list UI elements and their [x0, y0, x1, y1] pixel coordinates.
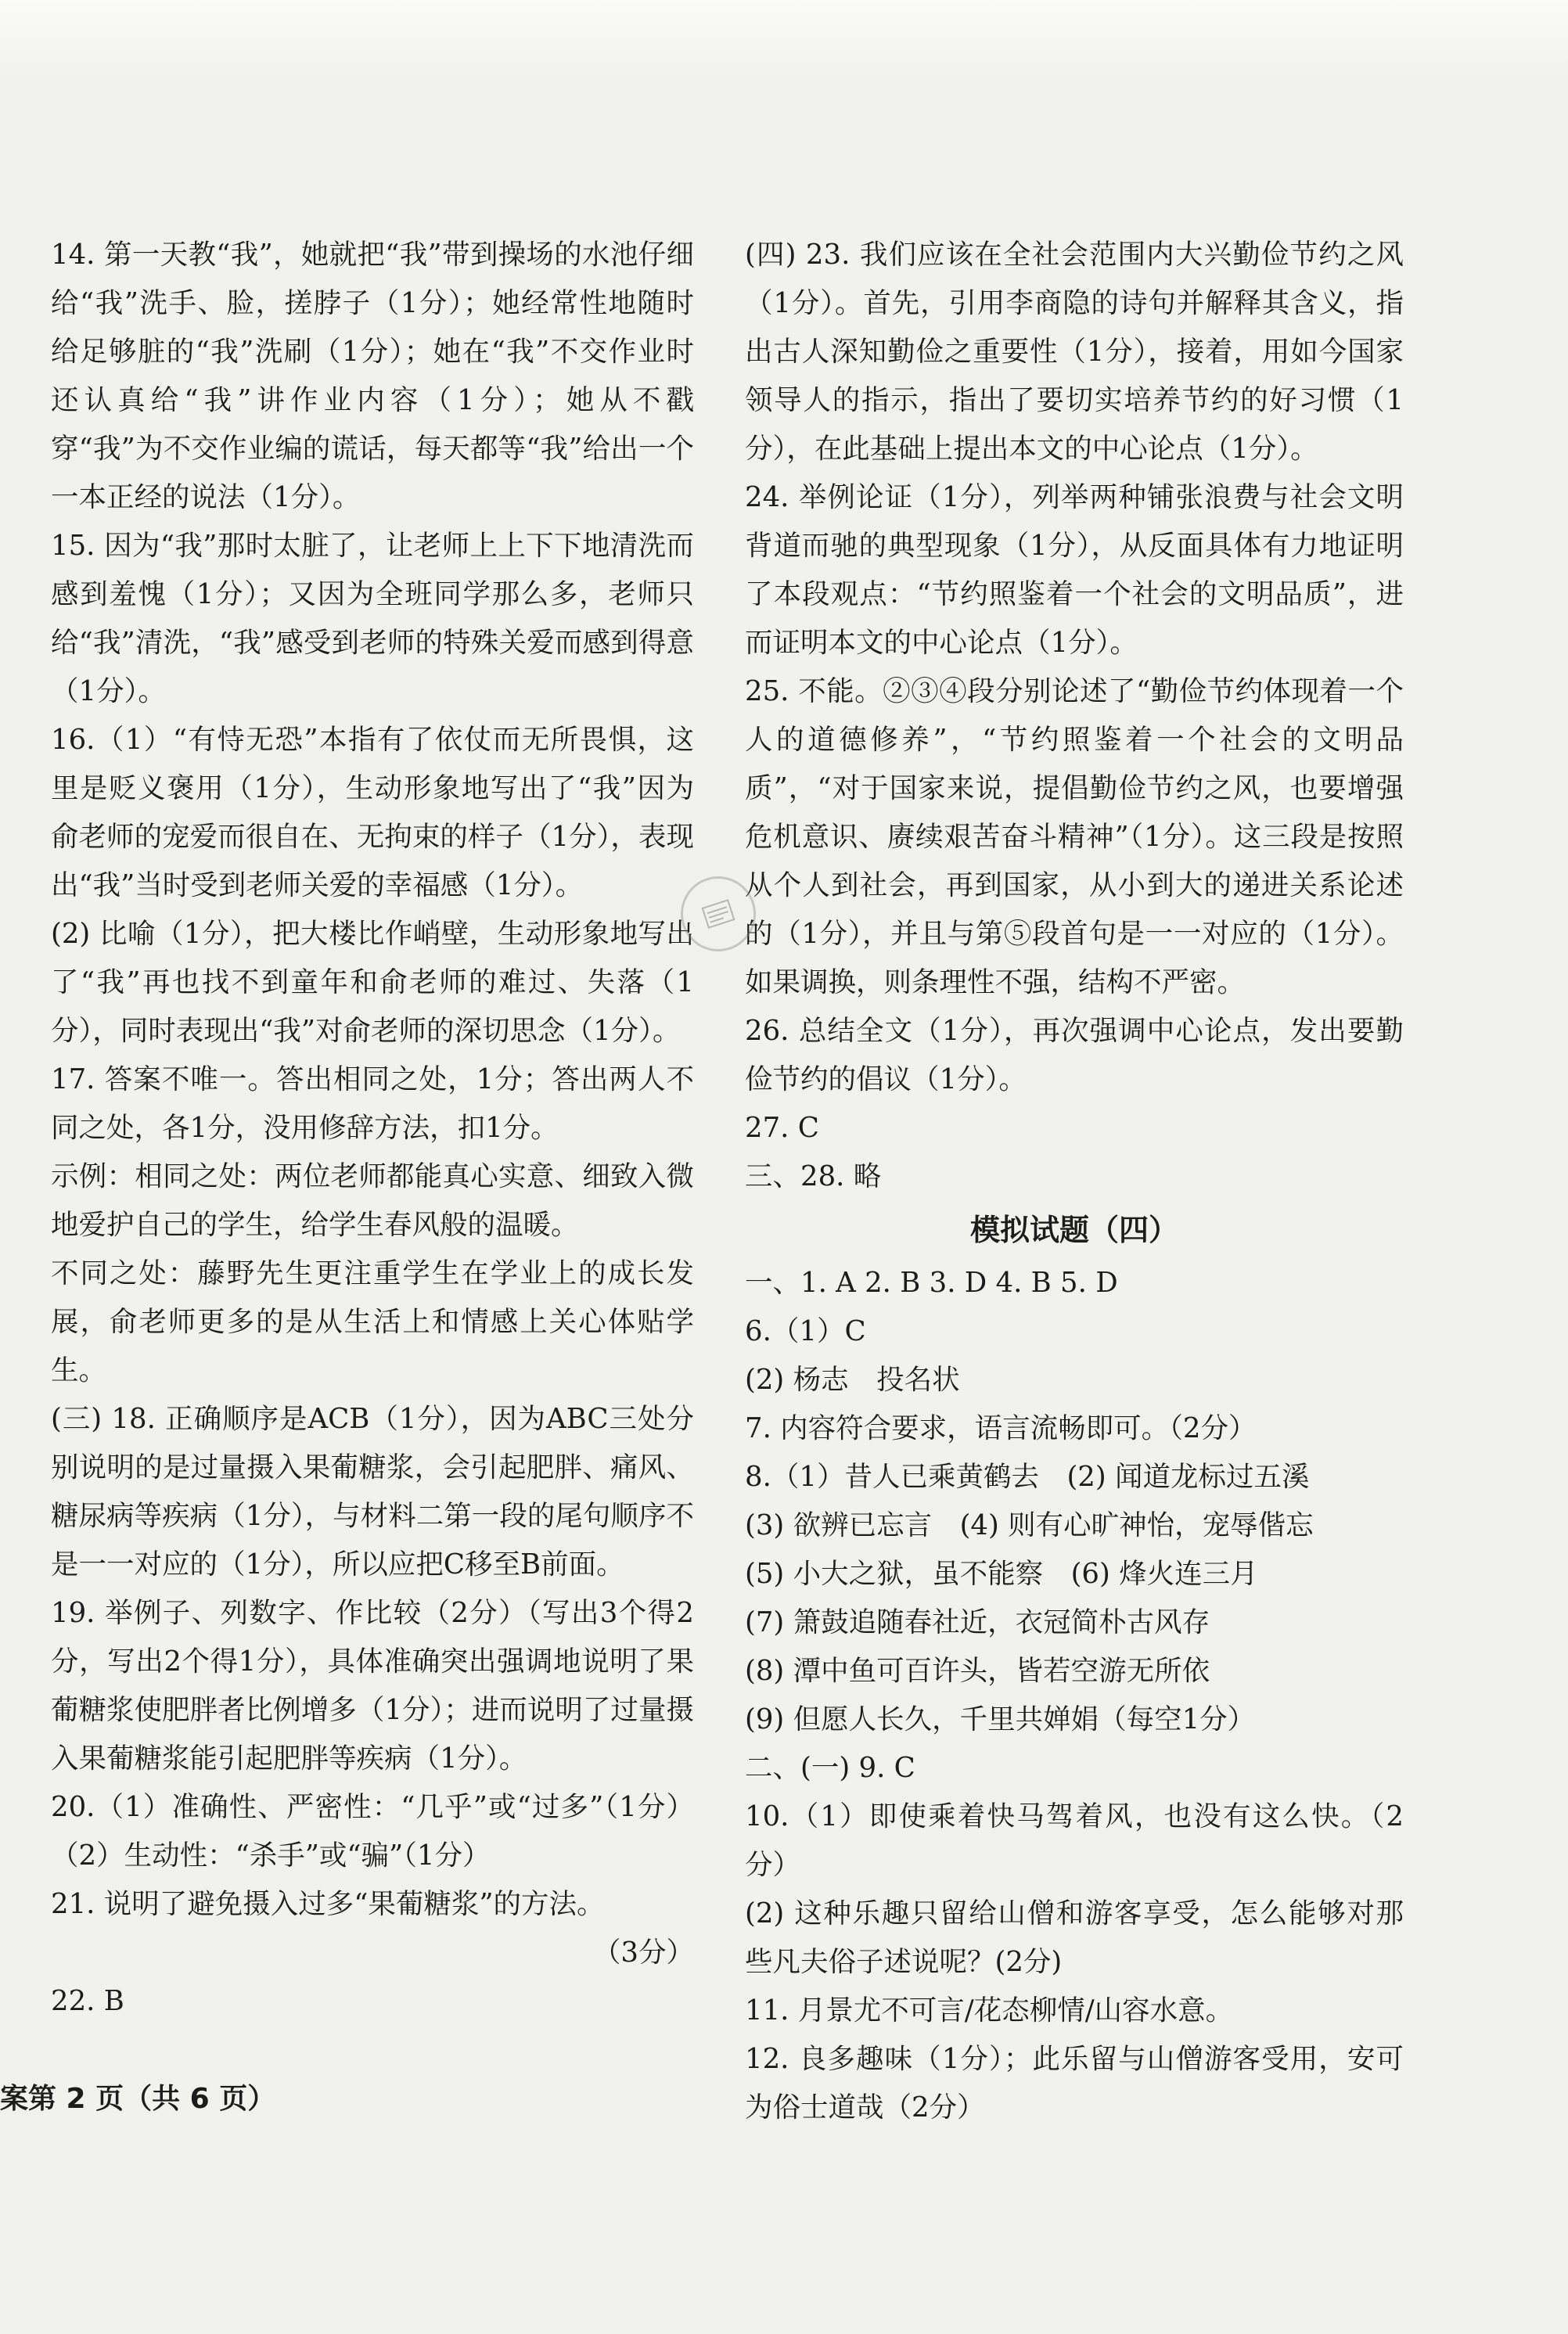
answer-27: 27. C — [745, 1112, 819, 1144]
mock4-q6-2: (2) 杨志 投名状 — [745, 1364, 960, 1396]
page-top-edge — [0, 0, 1568, 78]
mock4-q10-2: (2) 这种乐趣只留给山僧和游客享受，怎么能够对那些凡夫俗子述说呢？(2分) — [745, 1897, 1404, 1978]
mock4-q8-1: 8.（1）昔人已乘黄鹤去 (2) 闻道龙标过五溪 — [745, 1461, 1310, 1493]
mock4-q8-7: (7) 箫鼓追随春社近，衣冠简朴古风存 — [745, 1606, 1210, 1638]
mock4-q1-5: 一、1. A 2. B 3. D 4. B 5. D — [745, 1267, 1118, 1299]
answer-22: 22. B — [51, 1985, 124, 2017]
answer-14: 14. 第一天教“我”，她就把“我”带到操场的水池仔细给“我”洗手、脸，搓脖子（1分）；她经常性地随时给足够脏的“我”洗刷（1分）；她在“我”不交作业时还认真给“我”讲作业内容（1分）；她从不戳穿“我”为不交作业编的谎话，每天都等“我”给出一个一本正经的说法（1分）。 — [51, 239, 694, 513]
answer-16-1: 16.（1）“有恃无恐”本指有了依仗而无所畏惧，这里是贬义褒用（1分），生动形象地写出了“我”因为俞老师的宠爱而很自在、无拘束的样子（1分），表现出“我”当时受到老师关爱的幸福感（1分）。 — [51, 724, 694, 901]
left-column — [51, 231, 694, 2026]
answer-17: 17. 答案不唯一。答出相同之处，1分；答出两人不同之处，各1分，没用修辞方法，扣1分。 — [51, 1063, 694, 1144]
mock4-q6-1: 6.（1）C — [745, 1315, 866, 1347]
mock4-q12: 12. 良多趣味（1分）；此乐留与山僧游客受用，安可为俗士道哉（2分） — [745, 2043, 1404, 2124]
answer-26: 26. 总结全文（1分），再次强调中心论点，发出要勤俭节约的倡议（1分）。 — [745, 1015, 1404, 1095]
page-footer: 案第 2 页（共 6 页） — [0, 2083, 276, 2115]
right-column — [745, 231, 1404, 2132]
mock4-q8-5: (5) 小大之狱，虽不能察 (6) 烽火连三月 — [745, 1558, 1258, 1590]
answer-21-score: （3分） — [592, 1937, 694, 1969]
answer-23: (四) 23. 我们应该在全社会范围内大兴勤俭节约之风（1分）。首先，引用李商隐的诗句并解释其含义，指出古人深知勤俭之重要性（1分），接着，用如今国家领导人的指示，指出了要切实培养节约的好习惯（1分），在此基础上提出本文的中心论点（1分）。 — [745, 239, 1404, 465]
mock4-q10-1: 10.（1）即使乘着快马驾着风，也没有这么快。（2分） — [745, 1800, 1404, 1881]
answer-17-example: 示例：相同之处：两位老师都能真心实意、细致入微地爱护自己的学生，给学生春风般的温暖。 — [51, 1160, 694, 1241]
answer-19: 19. 举例子、列数字、作比较（2分）（写出3个得2分，写出2个得1分），具体准确突出强调地说明了果葡糖浆使肥胖者比例增多（1分）；进而说明了过量摄入果葡糖浆能引起肥胖等疾病（1分）。 — [51, 1597, 694, 1775]
answer-25: 25. 不能。②③④段分别论述了“勤俭节约体现着一个人的道德修养”，“节约照鉴着一个社会的文明品质”，“对于国家来说，提倡勤俭节约之风，也要增强危机意识、赓续艰苦奋斗精神”（1分）。这三段是按照从个人到社会，再到国家，从小到大的递进关系论述的（1分），并且与第⑤段首句是一一对应的（1分）。如果调换，则条理性不强，结构不严密。 — [745, 675, 1404, 998]
answer-15: 15. 因为“我”那时太脏了，让老师上上下下地清洗而感到羞愧（1分）；又因为全班同学那么多，老师只给“我”清洗，“我”感受到老师的特殊关爱而感到得意（1分）。 — [51, 530, 694, 707]
mock4-q8-8: (8) 潭中鱼可百许头，皆若空游无所依 — [745, 1655, 1210, 1687]
answer-21: 21. 说明了避免摄入过多“果葡糖浆”的方法。 — [51, 1888, 605, 1920]
stamp-mark-icon — [684, 879, 753, 948]
answer-16-2: (2) 比喻（1分），把大楼比作峭壁，生动形象地写出了“我”再也找不到童年和俞老师的难过、失落（1分），同时表现出“我”对俞老师的深切思念（1分）。 — [51, 918, 694, 1047]
mock4-q8-9: (9) 但愿人长久，千里共婵娟（每空1分） — [745, 1703, 1256, 1735]
answer-28: 三、28. 略 — [745, 1160, 882, 1192]
mock4-q9: 二、(一) 9. C — [745, 1752, 915, 1784]
mock4-q11: 11. 月景尤不可言/花态柳情/山容水意。 — [745, 1994, 1234, 2027]
answer-20: 20.（1）准确性、严密性：“几乎”或“过多”（1分）（2）生动性：“杀手”或“骗”（1分） — [51, 1791, 694, 1872]
answer-24: 24. 举例论证（1分），列举两种铺张浪费与社会文明背道而驰的典型现象（1分），从反面具体有力地证明了本段观点：“节约照鉴着一个社会的文明品质”，进而证明本文的中心论点（1分）。 — [745, 481, 1404, 659]
answer-18: (三) 18. 正确顺序是ACB（1分），因为ABC三处分别说明的是过量摄入果葡糖浆，会引起肥胖、痛风、糖尿病等疾病（1分），与材料二第一段的尾句顺序不是一一对应的（1分），所以应把C移至B前面。 — [51, 1403, 694, 1581]
answer-17-difference: 不同之处：藤野先生更注重学生在学业上的成长发展，俞老师更多的是从生活上和情感上关心体贴学生。 — [51, 1257, 694, 1386]
mock4-q7: 7. 内容符合要求，语言流畅即可。（2分） — [745, 1412, 1257, 1444]
section-title: 模拟试题（四） — [969, 1213, 1178, 1247]
mock4-q8-3: (3) 欲辨已忘言 (4) 则有心旷神怡，宠辱偕忘 — [745, 1509, 1314, 1541]
